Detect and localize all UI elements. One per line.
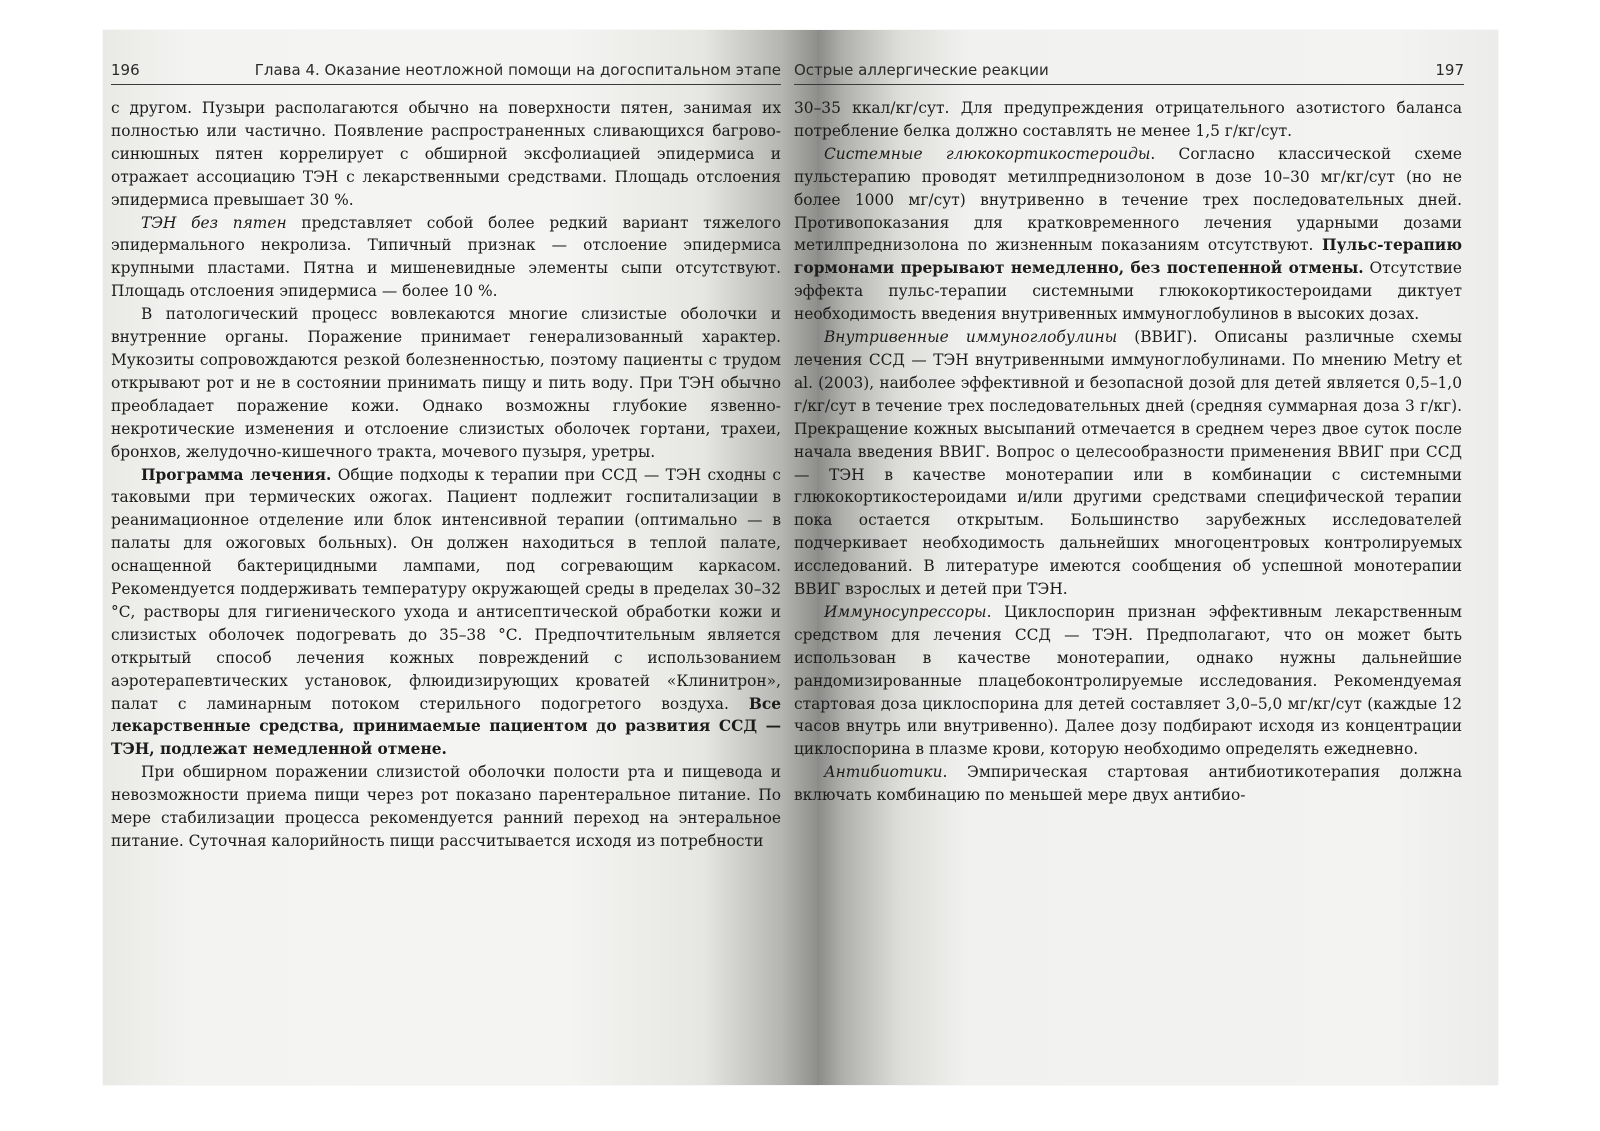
paragraph: Системные глюкокортикостероиды. Согласно классической схеме пульстерапию проводят метилпреднизолоном в дозе 10–30 мг/кг/сут (но не более 1000 мг/сут) внутривенно в течение трех последовательных дней. Противопоказания для кратковременного лечения ударными дозами метилпреднизолона по жизненным показаниям отсутствуют. Пульс-терапию гормонами прерывают немедленно, без постепенной отмены. Отсутствие эффекта пульс-терапии системными глюкокортикостероидами диктует необходимость введения внутривенных иммуноглобулинов в высоких дозах.	[794, 144, 1462, 324]
paragraph: Антибиотики. Эмпирическая стартовая антибиотикотерапия должна включать комбинацию по меньшей мере двух антибио-	[794, 763, 1462, 805]
bold-statement: Все лекарственные средства, принимаемые пациентом до развития ССД — ТЭН, подлежат немедленной отмене.	[111, 694, 781, 759]
bold-heading: Программа лечения.	[141, 465, 332, 484]
page-number-left: 196	[111, 61, 140, 79]
paragraph: 30–35 ккал/кг/сут. Для предупреждения отрицательного азотистого баланса потребление белка должно составлять не менее 1,5 г/кг/сут.	[794, 99, 1462, 140]
right-running-head	[794, 60, 1464, 85]
paragraph: Внутривенные иммуноглобулины (ВВИГ). Описаны различные схемы лечения ССД — ТЭН внутривенными иммуноглобулинами. По мнению Metry et al. (2003), наиболее эффективной и безопасной дозой для детей является 0,5–1,0 г/кг/сут в течение трех последовательных дней (средняя суммарная доза 3 г/кг). Прекращение кожных высыпаний отмечается в среднем через двое суток после начала введения ВВИГ. Вопрос о целесообразности применения ВВИГ при ССД — ТЭН в качестве монотерапии или в комбинации с системными глюкокортикостероидами и/или другими средствами специфической терапии пока остается открытым. Большинство зарубежных исследователей подчеркивает необходимость дальнейших многоцентровых контролируемых исследований. В литературе имеются сообщения об успешной монотерапии ВВИГ взрослых и детей при ТЭН.	[794, 328, 1462, 599]
paragraph: Программа лечения. Общие подходы к терапии при ССД — ТЭН сходны с таковыми при термических ожогах. Пациент подлежит госпитализации в реанимационное отделение или блок интенсивной терапии (оптимально — в палаты для ожоговых больных). Он должен находиться в теплой палате, оснащенной бактерицидными лампами, под согревающим каркасом. Рекомендуется поддерживать температуру окружающей среды в пределах 30–32 °С, растворы для гигиенического ухода и антисептической обработки кожи и слизистых оболочек подогревать до 35–38 °С. Предпочтительным является открытый способ лечения кожных повреждений с использованием аэротерапевтических установок, флюидизирующих кроватей «Клинитрон», палат с ламинарным потоком стерильного подогретого воздуха. Все лекарственные средства, принимаемые пациентом до развития ССД — ТЭН, подлежат немедленной отмене.	[111, 465, 781, 759]
italic-term: Антибиотики	[824, 763, 943, 782]
paragraph: В патологический процесс вовлекаются многие слизистые оболочки и внутренние органы. Поражение принимает генерализованный характер. Мукозиты сопровождаются резкой болезненностью, поэтому пациенты с трудом открывают рот и не в состоянии принимать пищу и пить воду. При ТЭН обычно преобладает поражение кожи. Однако возможны глубокие язвенно-некротические изменения и отслоение слизистых оболочек гортани, трахеи, бронхов, желудочно-кишечного тракта, мочевого пузыря, уретры.	[111, 305, 781, 461]
paragraph: ТЭН без пятен представляет собой более редкий вариант тяжелого эпидермального некролиза. Типичный признак — отслоение эпидермиса крупными пластами. Пятна и мишеневидные элементы сыпи отсутствуют. Площадь отслоения эпидермиса — более 10 %.	[111, 213, 781, 301]
paragraph: Иммуносупрессоры. Циклоспорин признан эффективным лекарственным средством для лечения ССД — ТЭН. Предполагают, что он может быть использован в качестве монотерапии, однако нужны дальнейшие рандомизированные плацебоконтролируемые исследования. Рекомендуемая стартовая доза циклоспорина для детей составляет 3,0–5,0 мг/кг/сут (каждые 12 часов внутрь или внутривенно). Далее дозу подбирают исходя из концентрации циклоспорина в плазме крови, которую необходимо определять ежедневно.	[794, 602, 1462, 759]
italic-term: Иммуносупрессоры	[824, 602, 987, 621]
running-head-right: Острые аллергические реакции	[794, 61, 1049, 79]
running-head-left: Глава 4. Оказание неотложной помощи на догоспитальном этапе	[254, 61, 781, 79]
left-running-head	[111, 60, 781, 85]
page-number-right: 197	[1435, 61, 1464, 79]
left-page-body	[111, 97, 781, 853]
italic-term: Внутривенные иммуноглобулины	[824, 328, 1118, 347]
bold-statement: Пульс-терапию гормонами прерывают немедленно, без постепенной отмены.	[794, 236, 1462, 278]
italic-term: ТЭН без пятен	[141, 213, 287, 232]
paragraph: При обширном поражении слизистой оболочки полости рта и пищевода и невозможности приема пищи через рот показано парентеральное питание. По мере стабилизации процесса рекомендуется ранний переход на энтеральное питание. Суточная калорийность пищи рассчитывается исходя из потребности	[111, 763, 781, 850]
right-page-body	[794, 97, 1462, 807]
paragraph: с другом. Пузыри располагаются обычно на поверхности пятен, занимая их полностью или частично. Появление распространенных сливающихся багрово-синюшных пятен коррелирует с обширной эксфолиацией эпидермиса и отражает ассоциацию ТЭН с лекарственными средствами. Площадь отслоения эпидермиса превышает 30 %.	[111, 99, 781, 209]
italic-term: Системные глюкокортикостероиды	[824, 144, 1151, 163]
